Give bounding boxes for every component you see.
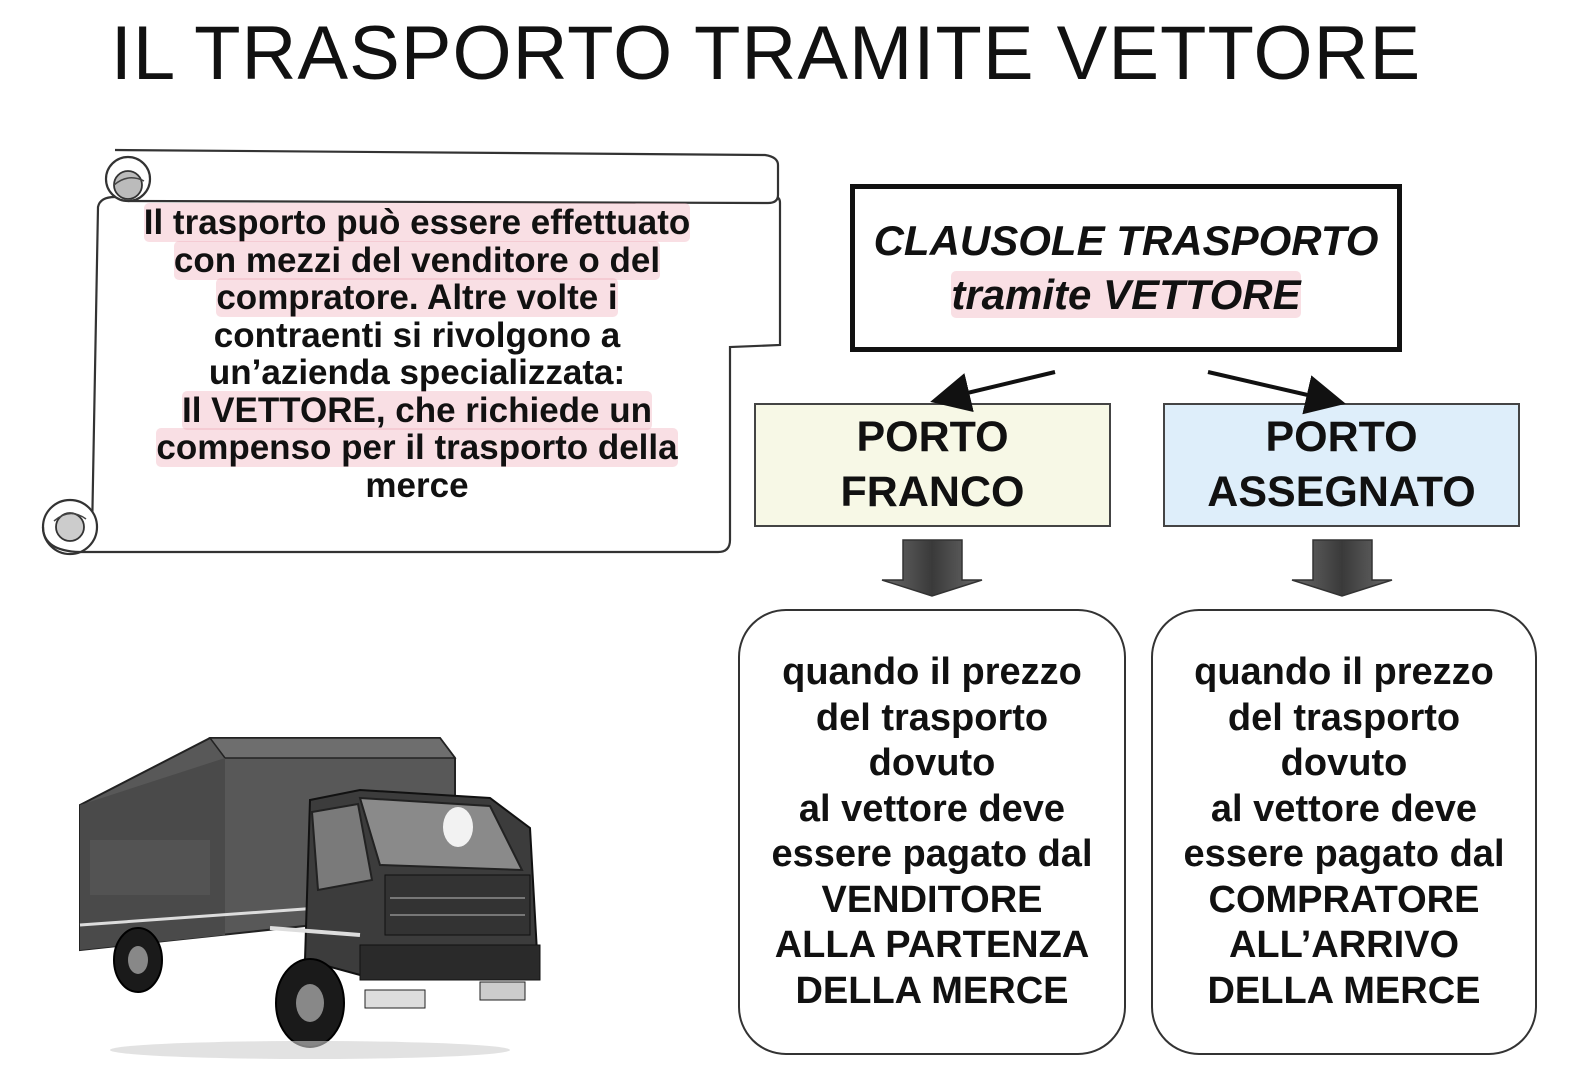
truck-image — [60, 720, 550, 1060]
note-line: VENDITORE — [821, 878, 1043, 921]
note-line: quando il prezzo — [782, 651, 1082, 693]
scroll-text — [112, 204, 722, 504]
scroll-line: compratore. Altre volte i — [216, 278, 618, 317]
scroll-line: merce — [365, 465, 469, 505]
scroll-line: Il trasporto può essere effettuato — [143, 203, 691, 242]
scroll-line: con mezzi del venditore o del — [173, 240, 661, 280]
note-line: ALLA PARTENZA — [774, 924, 1090, 966]
down-arrow-icon — [882, 540, 982, 596]
porto-assegnato-box — [1163, 403, 1520, 527]
porto-assegnato-line-2: ASSEGNATO — [1207, 468, 1476, 516]
porto-franco-line-1: PORTO — [856, 413, 1009, 461]
note-line: al vettore deve — [798, 787, 1066, 830]
note-line: del trasporto — [815, 696, 1049, 739]
scroll-line: Il VETTORE, che richiede un — [181, 390, 653, 430]
arrow-to-porto-assegnato — [1208, 372, 1338, 402]
note-line: COMPRATORE — [1208, 878, 1480, 921]
note-line: ALL’ARRIVO — [1228, 924, 1460, 966]
clausole-box — [850, 184, 1402, 352]
clausole-line-1: CLAUSOLE TRASPORTO — [873, 217, 1379, 264]
note-line: DELLA MERCE — [1207, 969, 1481, 1012]
note-line: essere pagato dal — [1183, 833, 1505, 875]
scroll-line: un’azienda specializzata: — [208, 353, 626, 392]
scroll-line: compenso per il trasporto della — [156, 428, 678, 467]
note-line: dovuto — [868, 742, 996, 784]
page-title: IL TRASPORTO TRAMITE VETTORE — [110, 11, 1422, 96]
note-line: quando il prezzo — [1194, 651, 1494, 693]
porto-assegnato-note — [1151, 609, 1537, 1055]
note-line: del trasporto — [1227, 696, 1461, 739]
porto-franco-note — [738, 609, 1126, 1055]
note-line: essere pagato dal — [771, 833, 1093, 875]
note-line: al vettore deve — [1210, 787, 1478, 830]
clausole-line-2: tramite VETTORE — [951, 271, 1301, 318]
note-line: DELLA MERCE — [795, 969, 1069, 1012]
porto-franco-box — [754, 403, 1111, 527]
porto-assegnato-line-1: PORTO — [1265, 413, 1418, 461]
scroll-line: contraenti si rivolgono a — [213, 315, 621, 355]
arrow-to-porto-franco — [938, 372, 1055, 400]
down-arrow-icon — [1292, 540, 1392, 596]
porto-franco-line-2: FRANCO — [840, 468, 1025, 516]
note-line: dovuto — [1280, 742, 1408, 784]
